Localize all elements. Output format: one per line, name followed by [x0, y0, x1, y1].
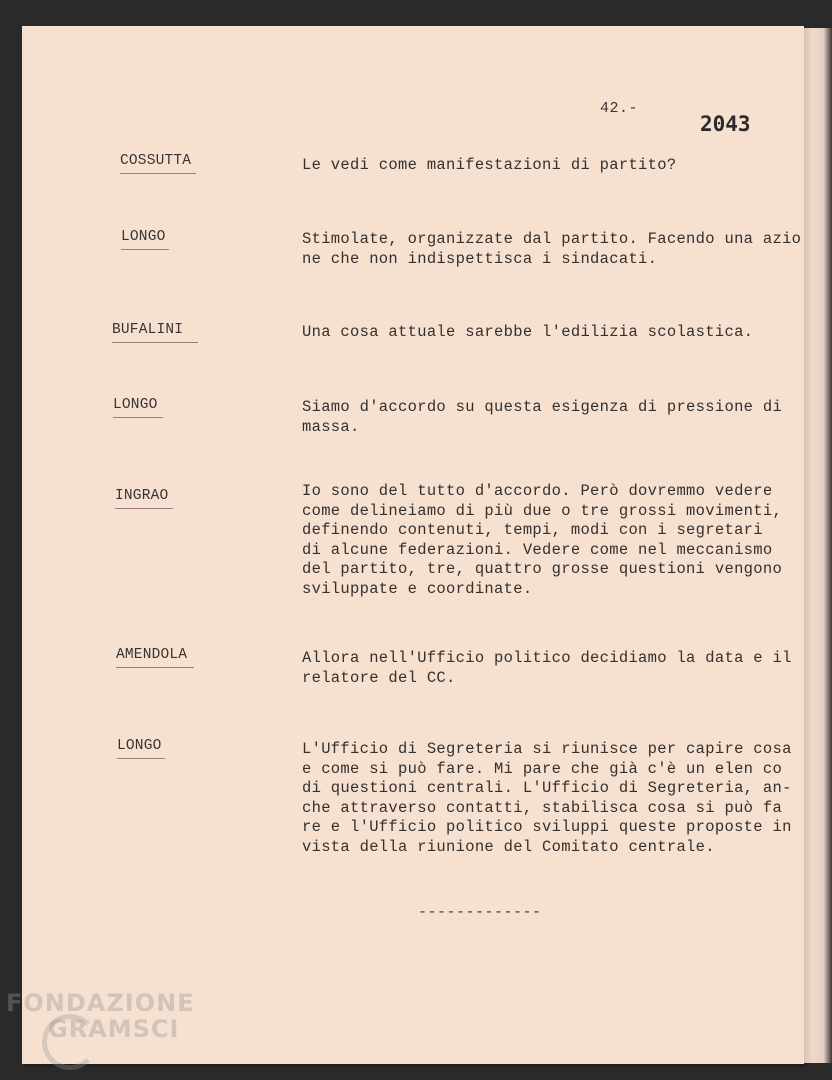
section-divider: -------------: [418, 904, 542, 921]
underline: [117, 758, 165, 760]
speech-text: Io sono del tutto d'accordo. Però dovremmo vedere come delineiamo di più due o tre grossi movimenti, definendo contenuti, tempi, modi con i segretari di alcune federazioni. Vedere come nel meccanismo del partito, tre, quattro grosse questioni vengono sviluppate e coordinate.: [302, 482, 783, 598]
underline: [121, 249, 169, 251]
archive-stamp-number: 2043: [700, 112, 751, 136]
underline: [116, 667, 194, 669]
speech-text: Le vedi come manifestazioni di partito?: [302, 156, 677, 174]
speaker-name: LONGO: [113, 397, 158, 413]
watermark-g-logo-icon: [42, 1014, 98, 1070]
speaker-name: AMENDOLA: [116, 647, 187, 663]
underline: [115, 508, 173, 510]
page-stack-edge: [804, 28, 832, 1063]
speech-text: Una cosa attuale sarebbe l'edilizia scolastica.: [302, 323, 754, 341]
speaker-name: COSSUTTA: [120, 153, 191, 169]
speaker-name: BUFALINI: [112, 322, 183, 338]
page-number: 42.-: [600, 100, 639, 117]
speaker-name: INGRAO: [115, 488, 168, 504]
speech-text: Allora nell'Ufficio politico decidiamo la data e il relatore del CC.: [302, 649, 792, 687]
speech-text: Stimolate, organizzate dal partito. Facendo una azio ne che non indispettisca i sindacati.: [302, 230, 802, 268]
underline: [113, 417, 163, 419]
speech-text: L'Ufficio di Segreteria si riunisce per capire cosa e come si può fare. Mi pare che già c'è un elen co di questioni centrali. L'Ufficio di Segreteria, an- che attraverso contatti, stabilisca cosa si può fa re e l'Ufficio politico sviluppi queste proposte in vista della riunione del Comitato centrale.: [302, 740, 792, 856]
fondazione-gramsci-watermark: FONDAZIONE GRAMSCI: [6, 990, 206, 1042]
underline: [112, 342, 198, 344]
speech-text: Siamo d'accordo su questa esigenza di pressione di massa.: [302, 398, 783, 436]
speaker-name: LONGO: [121, 229, 166, 245]
underline: [120, 173, 196, 175]
speaker-name: LONGO: [117, 738, 162, 754]
